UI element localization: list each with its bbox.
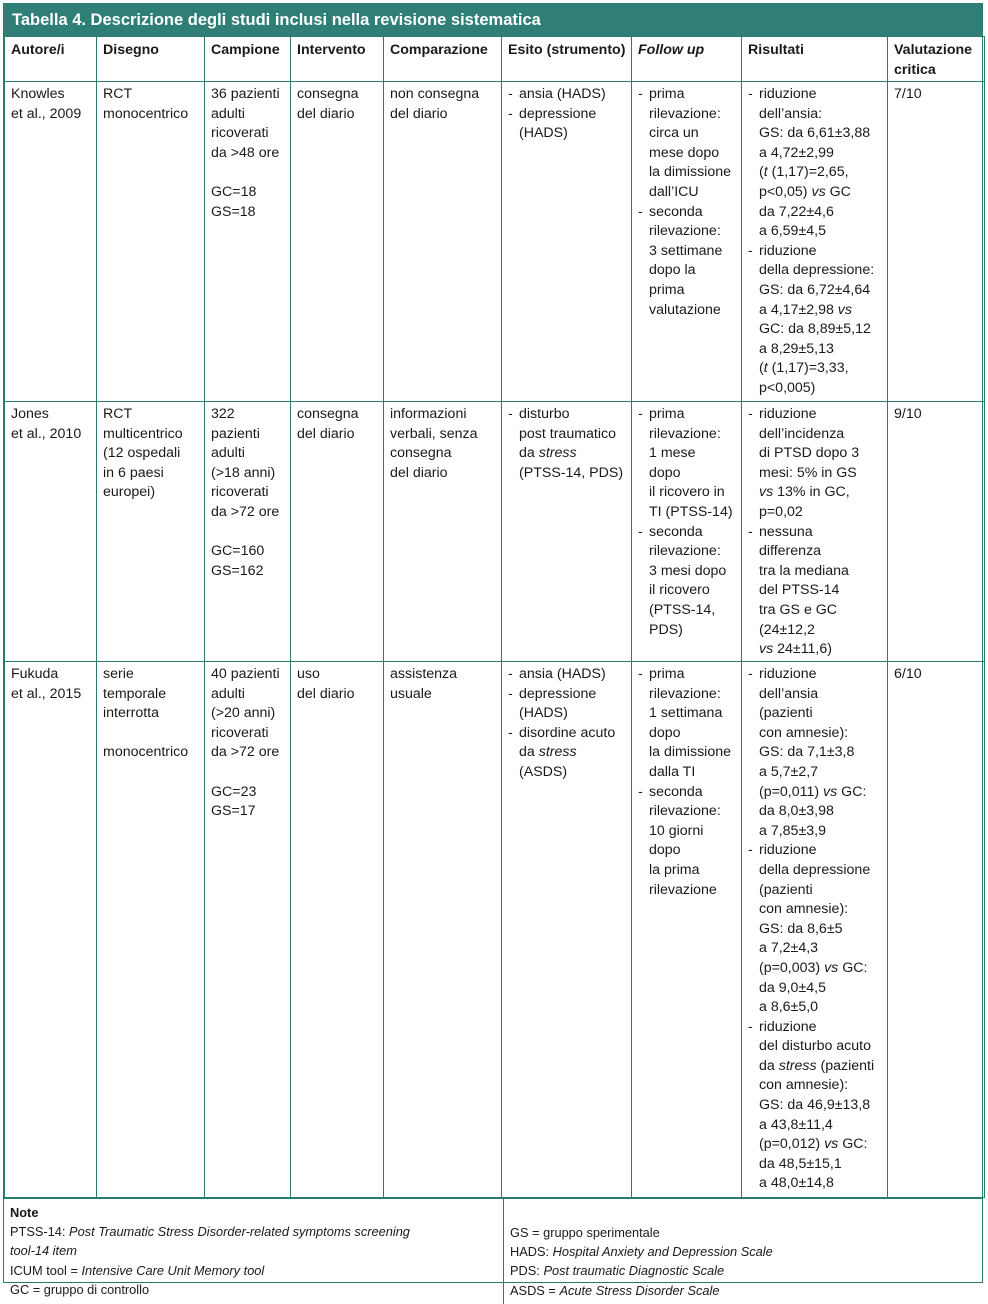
follow-up-item <box>638 85 737 203</box>
follow-up-line: 3 settimane <box>649 242 723 259</box>
cell-valutazione: 6/10 <box>888 662 985 1198</box>
cell-risultati <box>742 82 888 402</box>
follow-up-line: mese dopo <box>649 144 720 161</box>
note-entry: tool-14 item <box>10 1243 77 1259</box>
risultati-line: - riduzione <box>759 666 817 682</box>
risultati-line: vs 13% in GC, <box>759 484 850 501</box>
esito-line: - ansia (HADS) <box>519 666 606 682</box>
risultati-list <box>748 665 883 1194</box>
risultati-line: da stress (pazienti <box>759 1057 875 1074</box>
risultati-item <box>748 523 883 660</box>
campione-line: 36 pazienti <box>211 86 280 102</box>
risultati-line: tra la mediana <box>759 562 849 579</box>
cell-comparazione <box>384 82 502 402</box>
follow-up-line: dopo <box>649 842 681 859</box>
risultati-line: della depressione: <box>759 262 875 279</box>
risultati-line: p=0,02 <box>759 503 803 520</box>
risultati-line: dell’ansia <box>759 685 819 702</box>
risultati-line: a 48,0±14,8 <box>759 1175 834 1192</box>
esito-line: - disordine acuto <box>519 724 616 741</box>
follow-up-line: rilevazione: <box>649 803 721 820</box>
follow-up-line: 1 settimana <box>649 705 723 722</box>
risultati-line: con amnesie): <box>759 724 849 741</box>
follow-up-line: - prima <box>649 666 685 682</box>
esito-list <box>508 405 627 483</box>
disegno-line: serie <box>103 666 134 682</box>
esito-line: da stress <box>519 744 577 761</box>
cell-follow-up <box>632 402 742 662</box>
autore-line: Jones <box>11 406 49 422</box>
follow-up-line: rilevazione: <box>649 105 721 122</box>
follow-up-line: rilevazione: <box>649 685 721 702</box>
follow-up-item <box>638 665 737 783</box>
risultati-line: - riduzione <box>759 1018 817 1035</box>
studies-table <box>4 36 985 1198</box>
campione-gruppi-line: GS=162 <box>211 562 264 579</box>
table-row <box>5 662 985 1198</box>
risultati-line: (24±12,2 <box>759 621 815 638</box>
follow-up-line: rilevazione: <box>649 543 721 560</box>
campione-gruppi-line: GC=18 <box>211 183 257 200</box>
follow-up-item <box>638 405 737 523</box>
intervento-line: consegna <box>297 86 359 102</box>
follow-up-line: dopo <box>649 464 681 481</box>
header-row <box>5 37 985 82</box>
autore-line: et al., 2015 <box>11 685 82 702</box>
esito-list <box>508 665 627 783</box>
follow-up-line: TI (PTSS-14) <box>649 503 733 520</box>
risultati-line: - riduzione <box>759 406 817 422</box>
disegno-line: monocentrico <box>103 744 189 761</box>
campione-line: (>20 anni) <box>211 705 276 722</box>
cell-risultati <box>742 402 888 662</box>
follow-up-line: la dimissione <box>649 164 732 181</box>
comparazione-line: informazioni <box>390 406 467 422</box>
disegno-line: europei) <box>103 484 156 501</box>
spacer <box>103 724 200 744</box>
autore-line: Fukuda <box>11 666 59 682</box>
esito-item <box>508 685 627 724</box>
risultati-line: a 6,59±4,5 <box>759 223 826 240</box>
cell-valutazione: 9/10 <box>888 402 985 662</box>
follow-up-line: la dimissione <box>649 744 732 761</box>
table-row <box>5 82 985 402</box>
campione-line: ricoverati <box>211 125 269 142</box>
follow-up-item <box>638 523 737 641</box>
follow-up-line: dall’ICU <box>649 183 699 200</box>
intervento-line: del diario <box>297 105 355 122</box>
campione-gruppi-line: GC=23 <box>211 783 257 800</box>
disegno-line: RCT <box>103 406 133 422</box>
follow-up-line: - seconda <box>649 203 703 220</box>
risultati-line: con amnesie): <box>759 901 849 918</box>
notes-left <box>4 1199 504 1304</box>
note-entry: GC = gruppo di controllo <box>10 1281 150 1297</box>
risultati-line: - riduzione <box>759 242 817 259</box>
column-header: Autore/i <box>5 37 97 82</box>
campione-line: da >48 ore <box>211 144 280 161</box>
comparazione-line: non consegna <box>390 86 480 102</box>
follow-up-line: rilevazione <box>649 881 717 898</box>
risultati-line: da 48,5±15,1 <box>759 1155 842 1172</box>
follow-up-line: la prima <box>649 861 700 878</box>
risultati-line: GS: da 6,61±3,88 <box>759 125 871 142</box>
intervento-line: del diario <box>297 685 355 702</box>
comparazione-line: consegna <box>390 445 452 462</box>
risultati-line: mesi: 5% in GS <box>759 464 857 481</box>
follow-up-list <box>638 665 737 900</box>
esito-item <box>508 405 627 483</box>
risultati-item <box>748 405 883 523</box>
campione-line: adulti <box>211 105 245 122</box>
risultati-line: del PTSS-14 <box>759 582 840 599</box>
spacer <box>211 163 286 183</box>
cell-esito <box>502 82 632 402</box>
cell-esito <box>502 662 632 1198</box>
risultati-line: p<0,05) vs GC <box>759 183 851 200</box>
campione-line: 40 pazienti <box>211 666 280 682</box>
table-title: Tabella 4. Descrizione degli studi inclusi nella revisione sistematica <box>4 4 982 36</box>
risultati-line: GS: da 6,72±4,64 <box>759 281 871 298</box>
cell-follow-up <box>632 662 742 1198</box>
cell-disegno <box>97 82 205 402</box>
disegno-line: monocentrico <box>103 105 189 122</box>
risultati-line: (p=0,011) vs GC: <box>759 783 867 800</box>
risultati-line: del disturbo acuto <box>759 1038 871 1055</box>
campione-line: da >72 ore <box>211 503 280 520</box>
risultati-line: a 8,29±5,13 <box>759 340 834 357</box>
follow-up-line: il ricovero <box>649 582 710 599</box>
risultati-line: dell’ansia: <box>759 105 823 122</box>
risultati-line: (t (1,17)=2,65, <box>759 164 849 181</box>
risultati-line: tra GS e GC <box>759 601 838 618</box>
notes-right <box>504 1199 982 1304</box>
risultati-item <box>748 665 883 841</box>
campione-line: da >72 ore <box>211 744 280 761</box>
campione-line: ricoverati <box>211 484 269 501</box>
follow-up-line: rilevazione: <box>649 425 721 442</box>
column-header: Campione <box>205 37 291 82</box>
column-header: Intervento <box>291 37 384 82</box>
risultati-line: da 7,22±4,6 <box>759 203 834 220</box>
risultati-line: a 4,17±2,98 vs <box>759 301 852 318</box>
campione-gruppi-line: GS=17 <box>211 803 256 820</box>
disegno-line: temporale <box>103 685 167 702</box>
note-entry: ASDS = Acute Stress Disorder Scale <box>510 1282 720 1298</box>
cell-valutazione: 7/10 <box>888 82 985 402</box>
cell-autore <box>5 82 97 402</box>
risultati-line: (p=0,003) vs GC: <box>759 959 868 976</box>
column-header: Risultati <box>742 37 888 82</box>
risultati-item <box>748 841 883 1017</box>
spacer <box>211 523 286 543</box>
risultati-line: GS: da 8,6±5 <box>759 920 843 937</box>
follow-up-list <box>638 405 737 640</box>
note-entry: ICUM tool = Intensive Care Unit Memory tool <box>10 1262 265 1278</box>
autore-line: et al., 2009 <box>11 105 82 122</box>
risultati-item <box>748 242 883 399</box>
disegno-line: interrotta <box>103 705 159 722</box>
campione-gruppi-line: GC=160 <box>211 543 265 560</box>
note-entry: HADS: Hospital Anxiety and Depression Scale <box>510 1244 773 1260</box>
cell-campione <box>205 662 291 1198</box>
spacer <box>211 763 286 783</box>
follow-up-line: 1 mese <box>649 445 696 462</box>
esito-line: (HADS) <box>519 125 568 142</box>
disegno-line: RCT <box>103 86 133 102</box>
esito-line: post traumatico <box>519 425 616 442</box>
esito-line: - disturbo <box>519 406 570 422</box>
risultati-line: GS: da 46,9±13,8 <box>759 1097 871 1114</box>
note-entry: PDS: Post traumatic Diagnostic Scale <box>510 1263 725 1279</box>
follow-up-line: prima <box>649 281 685 298</box>
follow-up-line: - prima <box>649 406 685 422</box>
risultati-line: a 8,6±5,0 <box>759 999 819 1016</box>
esito-item <box>508 665 627 685</box>
cell-esito <box>502 402 632 662</box>
column-header: Comparazione <box>384 37 502 82</box>
disegno-line: in 6 paesi <box>103 464 164 481</box>
campione-line: adulti <box>211 685 245 702</box>
table-body <box>5 82 985 1198</box>
risultati-line: di PTSD dopo 3 <box>759 445 860 462</box>
risultati-line: (pazienti <box>759 881 813 898</box>
risultati-line: da 9,0±4,5 <box>759 979 826 996</box>
cell-comparazione <box>384 402 502 662</box>
esito-line: - depressione <box>519 685 597 702</box>
follow-up-line: PDS) <box>649 621 683 638</box>
follow-up-list <box>638 85 737 320</box>
esito-line: (ASDS) <box>519 763 568 780</box>
follow-up-line: 3 mesi dopo <box>649 562 727 579</box>
cell-disegno <box>97 662 205 1198</box>
esito-item <box>508 105 627 144</box>
cell-autore <box>5 402 97 662</box>
follow-up-line: dopo <box>649 724 681 741</box>
risultati-line: (p=0,012) vs GC: <box>759 1136 868 1153</box>
risultati-line: a 43,8±11,4 <box>759 1116 833 1133</box>
risultati-line: (t (1,17)=3,33, <box>759 360 849 377</box>
follow-up-line: circa un <box>649 125 699 142</box>
comparazione-line: del diario <box>390 105 448 122</box>
follow-up-line: - seconda <box>649 783 703 800</box>
campione-line: pazienti <box>211 425 260 442</box>
risultati-line: a 7,85±3,9 <box>759 822 826 839</box>
follow-up-item <box>638 783 737 901</box>
esito-list <box>508 85 627 144</box>
campione-line: 322 <box>211 406 235 422</box>
cell-disegno <box>97 402 205 662</box>
table-container <box>3 3 983 1298</box>
risultati-line: a 5,7±2,7 <box>759 763 819 780</box>
follow-up-line: valutazione <box>649 301 721 318</box>
risultati-line: dell’incidenza <box>759 425 845 442</box>
risultati-line: differenza <box>759 543 822 560</box>
disegno-line: (12 ospedali <box>103 445 181 462</box>
risultati-line: GS: da 7,1±3,8 <box>759 744 855 761</box>
note-entry: PTSS-14: Post Traumatic Stress Disorder-related symptoms screening <box>10 1224 410 1240</box>
risultati-item <box>748 85 883 242</box>
notes-heading: Note <box>10 1205 39 1220</box>
esito-line: - ansia (HADS) <box>519 86 606 102</box>
column-header: Follow up <box>632 37 742 82</box>
column-header: Valutazione critica <box>888 37 985 82</box>
follow-up-item <box>638 203 737 321</box>
follow-up-line: dopo la <box>649 262 696 279</box>
column-header: Esito (strumento) <box>502 37 632 82</box>
column-header: Disegno <box>97 37 205 82</box>
cell-campione <box>205 402 291 662</box>
risultati-list <box>748 405 883 660</box>
follow-up-line: il ricovero in <box>649 484 725 501</box>
campione-gruppi-line: GS=18 <box>211 203 256 220</box>
esito-line: - depressione <box>519 105 597 122</box>
comparazione-line: assistenza <box>390 666 458 682</box>
follow-up-line: dalla TI <box>649 763 696 780</box>
risultati-line: della depressione <box>759 861 871 878</box>
cell-comparazione <box>384 662 502 1198</box>
risultati-line: vs 24±11,6) <box>759 641 832 658</box>
cell-autore <box>5 662 97 1198</box>
autore-line: et al., 2010 <box>11 425 82 442</box>
comparazione-line: usuale <box>390 685 432 702</box>
follow-up-line: - prima <box>649 86 685 102</box>
cell-risultati <box>742 662 888 1198</box>
cell-follow-up <box>632 82 742 402</box>
risultati-line: - riduzione <box>759 842 817 859</box>
table-row <box>5 402 985 662</box>
campione-line: ricoverati <box>211 724 269 741</box>
cell-intervento <box>291 662 384 1198</box>
cell-intervento <box>291 82 384 402</box>
comparazione-line: del diario <box>390 464 448 481</box>
risultati-list <box>748 85 883 399</box>
cell-intervento <box>291 402 384 662</box>
intervento-line: del diario <box>297 425 355 442</box>
esito-item <box>508 85 627 105</box>
esito-line: (HADS) <box>519 705 568 722</box>
risultati-line: a 4,72±2,99 <box>759 144 834 161</box>
esito-line: da stress <box>519 445 577 462</box>
risultati-line: p<0,005) <box>759 379 816 396</box>
risultati-item <box>748 1018 883 1194</box>
campione-line: adulti <box>211 445 245 462</box>
risultati-line: (pazienti <box>759 705 813 722</box>
follow-up-line: 10 giorni <box>649 822 704 839</box>
cell-campione <box>205 82 291 402</box>
follow-up-line: (PTSS-14, <box>649 601 716 618</box>
esito-item <box>508 724 627 783</box>
autore-line: Knowles <box>11 86 65 102</box>
follow-up-line: rilevazione: <box>649 223 721 240</box>
intervento-line: consegna <box>297 406 359 422</box>
risultati-line: a 7,2±4,3 <box>759 940 819 957</box>
risultati-line: con amnesie): <box>759 1077 849 1094</box>
esito-line: (PTSS-14, PDS) <box>519 464 624 481</box>
comparazione-line: verbali, senza <box>390 425 478 442</box>
risultati-line: GC: da 8,89±5,12 <box>759 321 871 338</box>
intervento-line: uso <box>297 666 320 682</box>
follow-up-line: - seconda <box>649 523 703 540</box>
risultati-line: da 8,0±3,98 <box>759 803 834 820</box>
disegno-line: multicentrico <box>103 425 183 442</box>
risultati-line: - riduzione <box>759 86 817 102</box>
note-entry: GS = gruppo sperimentale <box>510 1225 660 1240</box>
risultati-line: - nessuna <box>759 523 813 540</box>
campione-line: (>18 anni) <box>211 464 276 481</box>
